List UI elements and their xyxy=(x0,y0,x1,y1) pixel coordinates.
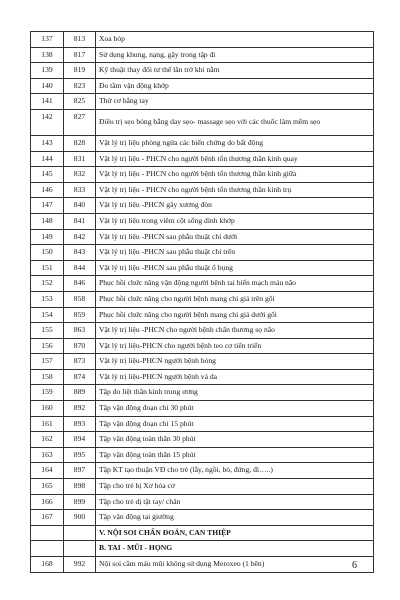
row-number: 164 xyxy=(31,463,64,479)
table-row xyxy=(31,338,374,354)
table-row xyxy=(31,463,374,479)
table-row xyxy=(31,510,374,526)
table-row xyxy=(31,447,374,463)
procedure-code: 900 xyxy=(64,510,96,526)
row-number: 148 xyxy=(31,213,64,229)
procedure-table xyxy=(30,31,374,573)
procedure-name: Vật lý trị liệu trong viêm cột sống dính khớp xyxy=(96,213,374,229)
table-row xyxy=(31,47,374,63)
procedure-name: Thử cơ bằng tay xyxy=(96,94,374,110)
table-row xyxy=(31,32,374,48)
procedure-code: 894 xyxy=(64,432,96,448)
row-number: 156 xyxy=(31,338,64,354)
row-number: 142 xyxy=(31,109,64,135)
row-number: 151 xyxy=(31,260,64,276)
procedure-code: 992 xyxy=(64,557,96,573)
row-number: 158 xyxy=(31,369,64,385)
procedure-code: 833 xyxy=(64,182,96,198)
procedure-code: 858 xyxy=(64,291,96,307)
table-row xyxy=(31,167,374,183)
procedure-name: Tập vận động đoạn chi 15 phút xyxy=(96,416,374,432)
procedure-code: 899 xyxy=(64,494,96,510)
procedure-code: 893 xyxy=(64,416,96,432)
procedure-code: 859 xyxy=(64,307,96,323)
procedure-name: Tập vận động tại giường xyxy=(96,510,374,526)
table-row xyxy=(31,63,374,79)
procedure-code xyxy=(64,525,96,541)
procedure-name: Vật lý trị liệu-PHCN người bệnh vá da xyxy=(96,369,374,385)
page-number: 6 xyxy=(352,560,357,571)
procedure-name: Tập KT tạo thuận VĐ cho trẻ (lẫy, ngồi, bò, đứng, đi…..) xyxy=(96,463,374,479)
table-row xyxy=(31,323,374,339)
procedure-code: 897 xyxy=(64,463,96,479)
row-number: 159 xyxy=(31,385,64,401)
procedure-name: Vật lý trị liệu -PHCN cho người bệnh chấn thương sọ não xyxy=(96,323,374,339)
row-number: 154 xyxy=(31,307,64,323)
table-row xyxy=(31,291,374,307)
procedure-code: 827 xyxy=(64,109,96,135)
row-number xyxy=(31,525,64,541)
table-row xyxy=(31,385,374,401)
row-number xyxy=(31,541,64,557)
procedure-name: V. NỘI SOI CHẨN ĐOÁN, CAN THIỆP xyxy=(96,525,374,541)
procedure-code: 840 xyxy=(64,198,96,214)
row-number: 149 xyxy=(31,229,64,245)
procedure-name: Tập vận động toàn thân 15 phút xyxy=(96,447,374,463)
table-row xyxy=(31,401,374,417)
table-row xyxy=(31,260,374,276)
procedure-code: 846 xyxy=(64,276,96,292)
table-row xyxy=(31,416,374,432)
procedure-code: 817 xyxy=(64,47,96,63)
table-row xyxy=(31,369,374,385)
procedure-name: Phục hồi chức năng cho người bệnh mang chi giả dưới gối xyxy=(96,307,374,323)
procedure-name: B. TAI - MŨI - HỌNG xyxy=(96,541,374,557)
procedure-name: Vật lý trị liệu -PHCN sau phẫu thuật chi trên xyxy=(96,245,374,261)
row-number: 162 xyxy=(31,432,64,448)
procedure-code xyxy=(64,541,96,557)
procedure-code: 892 xyxy=(64,401,96,417)
procedure-code: 825 xyxy=(64,94,96,110)
row-number: 165 xyxy=(31,479,64,495)
table-row xyxy=(31,229,374,245)
row-number: 144 xyxy=(31,151,64,167)
table-row xyxy=(31,78,374,94)
procedure-code: 863 xyxy=(64,323,96,339)
procedure-name: Đo tầm vận động khớp xyxy=(96,78,374,94)
table-row xyxy=(31,109,374,135)
procedure-name: Vật lý trị liệu-PHCN người bệnh bỏng xyxy=(96,354,374,370)
procedure-code: 843 xyxy=(64,245,96,261)
row-number: 153 xyxy=(31,291,64,307)
row-number: 157 xyxy=(31,354,64,370)
procedure-code: 874 xyxy=(64,369,96,385)
row-number: 141 xyxy=(31,94,64,110)
procedure-name: Vật lý trị liệu - PHCN cho người bệnh tổn thương thần kinh trụ xyxy=(96,182,374,198)
procedure-name: Vật lý trị liệu - PHCN cho người bệnh tổn thương thần kinh giữa xyxy=(96,167,374,183)
row-number: 143 xyxy=(31,135,64,151)
procedure-code: 898 xyxy=(64,479,96,495)
row-number: 145 xyxy=(31,167,64,183)
row-number: 139 xyxy=(31,63,64,79)
procedure-table-body xyxy=(31,32,374,573)
procedure-name: Xoa bóp xyxy=(96,32,374,48)
row-number: 152 xyxy=(31,276,64,292)
procedure-name: Tập vận động đoạn chi 30 phút xyxy=(96,401,374,417)
table-row xyxy=(31,432,374,448)
procedure-code: 889 xyxy=(64,385,96,401)
procedure-name: Phục hồi chức năng vận động người bệnh tai biến mạch máu não xyxy=(96,276,374,292)
procedure-name: Điều trị sẹo bỏng bằng day sẹo- massage sẹo với các thuốc làm mềm sẹo xyxy=(96,109,374,135)
procedure-code: 832 xyxy=(64,167,96,183)
procedure-name: Vật lý trị liệu -PHCN gãy xương đòn xyxy=(96,198,374,214)
table-row xyxy=(31,276,374,292)
row-number: 147 xyxy=(31,198,64,214)
procedure-code: 844 xyxy=(64,260,96,276)
row-number: 160 xyxy=(31,401,64,417)
row-number: 155 xyxy=(31,323,64,339)
procedure-name: Tập do liệt thần kinh trung ương xyxy=(96,385,374,401)
row-number: 167 xyxy=(31,510,64,526)
table-row xyxy=(31,354,374,370)
procedure-name: Tập cho trẻ bị Xơ hóa cơ xyxy=(96,479,374,495)
row-number: 140 xyxy=(31,78,64,94)
table-row xyxy=(31,198,374,214)
procedure-name: Vật lý trị liệu-PHCN cho người bệnh teo cơ tiến triển xyxy=(96,338,374,354)
table-row xyxy=(31,494,374,510)
row-number: 150 xyxy=(31,245,64,261)
row-number: 168 xyxy=(31,557,64,573)
procedure-name: Vật lý trị liệu -PHCN sau phẫu thuật chi dưới xyxy=(96,229,374,245)
row-number: 161 xyxy=(31,416,64,432)
procedure-code: 828 xyxy=(64,135,96,151)
row-number: 163 xyxy=(31,447,64,463)
procedure-name: Vật lý trị liệu -PHCN sau phẫu thuật ổ bụng xyxy=(96,260,374,276)
table-row xyxy=(31,151,374,167)
procedure-code: 841 xyxy=(64,213,96,229)
table-row xyxy=(31,182,374,198)
table-row xyxy=(31,213,374,229)
procedure-name: Nội soi cầm máu mũi không sử dụng Meroxeo (1 bên) xyxy=(96,557,374,573)
procedure-code: 813 xyxy=(64,32,96,48)
procedure-name: Sử dụng khung, nạng, gậy trong tập đi xyxy=(96,47,374,63)
procedure-code: 819 xyxy=(64,63,96,79)
table-row xyxy=(31,94,374,110)
row-number: 166 xyxy=(31,494,64,510)
procedure-name: Vật lý trị liệu - PHCN cho người bệnh tổn thương thần kinh quay xyxy=(96,151,374,167)
procedure-code: 873 xyxy=(64,354,96,370)
procedure-code: 842 xyxy=(64,229,96,245)
procedure-name: Vật lý trị liệu phòng ngừa các biến chứng do bất động xyxy=(96,135,374,151)
table-row xyxy=(31,479,374,495)
section-header-row xyxy=(31,541,374,557)
procedure-code: 870 xyxy=(64,338,96,354)
procedure-name: Phục hồi chức năng cho người bệnh mang chi giả trên gối xyxy=(96,291,374,307)
procedure-code: 895 xyxy=(64,447,96,463)
procedure-name: Kỹ thuật thay đổi tư thế lăn trở khi nằm xyxy=(96,63,374,79)
procedure-name: Tập vận động toàn thân 30 phút xyxy=(96,432,374,448)
table-row xyxy=(31,307,374,323)
procedure-name: Tập cho trẻ dị tật tay/ chân xyxy=(96,494,374,510)
table-row xyxy=(31,557,374,573)
procedure-code: 831 xyxy=(64,151,96,167)
row-number: 138 xyxy=(31,47,64,63)
table-row xyxy=(31,245,374,261)
procedure-code: 823 xyxy=(64,78,96,94)
row-number: 146 xyxy=(31,182,64,198)
row-number: 137 xyxy=(31,32,64,48)
section-header-row xyxy=(31,525,374,541)
table-row xyxy=(31,135,374,151)
